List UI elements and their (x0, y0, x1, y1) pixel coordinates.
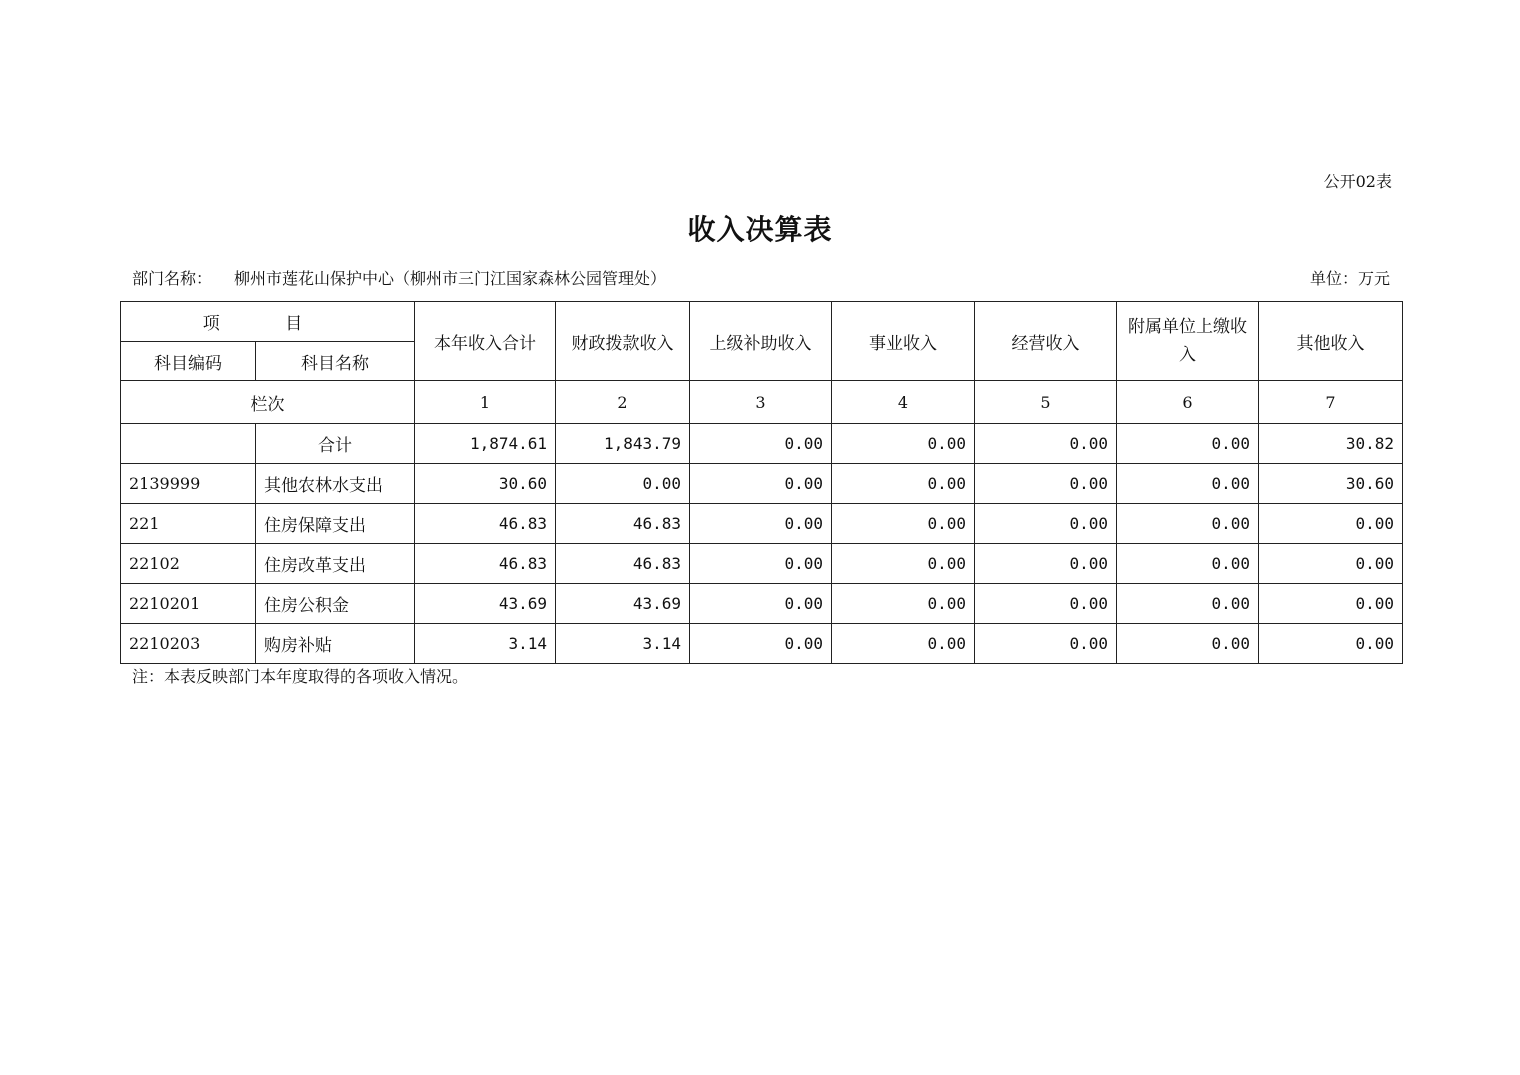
row-value: 0.00 (975, 584, 1117, 624)
row-value: 0.00 (690, 544, 832, 584)
row-value: 0.00 (1117, 544, 1259, 584)
table-row (121, 624, 1403, 664)
row-value: 0.00 (975, 544, 1117, 584)
lanci-row (121, 381, 1403, 424)
page-title: 收入决算表 (687, 213, 833, 246)
row-value: 0.00 (975, 624, 1117, 664)
row-name: 其他农林水支出 (256, 464, 415, 504)
row-value: 0.00 (556, 464, 690, 504)
row-value: 0.00 (832, 544, 975, 584)
header-col-business: 事业收入 (832, 302, 975, 381)
row-code: 2210203 (121, 624, 256, 664)
row-value: 46.83 (556, 504, 690, 544)
unit-label: 单位：万元 (1309, 269, 1390, 288)
header-name: 科目名称 (256, 342, 415, 381)
row-value: 0.00 (1259, 624, 1403, 664)
col-number: 5 (975, 381, 1117, 424)
row-value: 30.60 (1259, 464, 1403, 504)
row-value: 1,843.79 (556, 424, 690, 464)
row-value: 0.00 (690, 464, 832, 504)
row-value: 0.00 (1117, 504, 1259, 544)
header-code: 科目编码 (121, 342, 256, 381)
table-row (121, 544, 1403, 584)
row-code: 22102 (121, 544, 256, 584)
row-value: 0.00 (832, 624, 975, 664)
row-value: 0.00 (690, 624, 832, 664)
row-value: 43.69 (556, 584, 690, 624)
header-col-total: 本年收入合计 (415, 302, 556, 381)
footnote: 注：本表反映部门本年度取得的各项收入情况。 (132, 667, 469, 686)
department-name: 柳州市莲花山保护中心（柳州市三门江国家森林公园管理处） (234, 269, 667, 288)
row-value: 0.00 (832, 464, 975, 504)
header-col-operating: 经营收入 (975, 302, 1117, 381)
row-value: 0.00 (690, 584, 832, 624)
row-code: 2210201 (121, 584, 256, 624)
meta-line (132, 267, 1390, 291)
row-value: 30.60 (415, 464, 556, 504)
department-label: 部门名称： (132, 269, 213, 288)
row-value: 43.69 (415, 584, 556, 624)
row-name: 住房保障支出 (256, 504, 415, 544)
row-value: 0.00 (1259, 544, 1403, 584)
row-name: 住房改革支出 (256, 544, 415, 584)
header-item-label: 项 目 (202, 314, 333, 334)
row-value: 3.14 (415, 624, 556, 664)
row-value: 46.83 (415, 504, 556, 544)
row-value: 3.14 (556, 624, 690, 664)
table-row (121, 424, 1403, 464)
row-value: 0.00 (690, 504, 832, 544)
form-number: 公开02表 (1323, 172, 1392, 191)
row-value: 0.00 (975, 504, 1117, 544)
row-value: 0.00 (1259, 584, 1403, 624)
row-code: 221 (121, 504, 256, 544)
row-value: 30.82 (1259, 424, 1403, 464)
col-number: 7 (1259, 381, 1403, 424)
table-row (121, 584, 1403, 624)
header-col-superior: 上级补助收入 (690, 302, 832, 381)
col-number: 3 (690, 381, 832, 424)
header-item (121, 302, 415, 342)
row-value: 0.00 (690, 424, 832, 464)
row-value: 0.00 (1117, 624, 1259, 664)
row-name: 购房补贴 (256, 624, 415, 664)
header-col-fiscal: 财政拨款收入 (556, 302, 690, 381)
header-row-1 (121, 302, 1403, 342)
row-value: 46.83 (556, 544, 690, 584)
row-code (121, 424, 256, 464)
table-row (121, 464, 1403, 504)
col-number: 6 (1117, 381, 1259, 424)
department-info (132, 267, 666, 291)
row-value: 0.00 (1259, 504, 1403, 544)
row-value: 0.00 (1117, 584, 1259, 624)
col-number: 1 (415, 381, 556, 424)
header-col-affiliated: 附属单位上缴收入 (1117, 302, 1259, 381)
row-value: 46.83 (415, 544, 556, 584)
row-value: 0.00 (832, 504, 975, 544)
row-name: 合计 (256, 424, 415, 464)
lanci-label: 栏次 (121, 381, 415, 424)
row-value: 1,874.61 (415, 424, 556, 464)
row-value: 0.00 (832, 584, 975, 624)
row-value: 0.00 (832, 424, 975, 464)
table-row (121, 504, 1403, 544)
row-name: 住房公积金 (256, 584, 415, 624)
row-code: 2139999 (121, 464, 256, 504)
row-value: 0.00 (975, 424, 1117, 464)
row-value: 0.00 (975, 464, 1117, 504)
row-value: 0.00 (1117, 464, 1259, 504)
header-col-other: 其他收入 (1259, 302, 1403, 381)
income-table (120, 301, 1403, 664)
col-number: 4 (832, 381, 975, 424)
row-value: 0.00 (1117, 424, 1259, 464)
col-number: 2 (556, 381, 690, 424)
